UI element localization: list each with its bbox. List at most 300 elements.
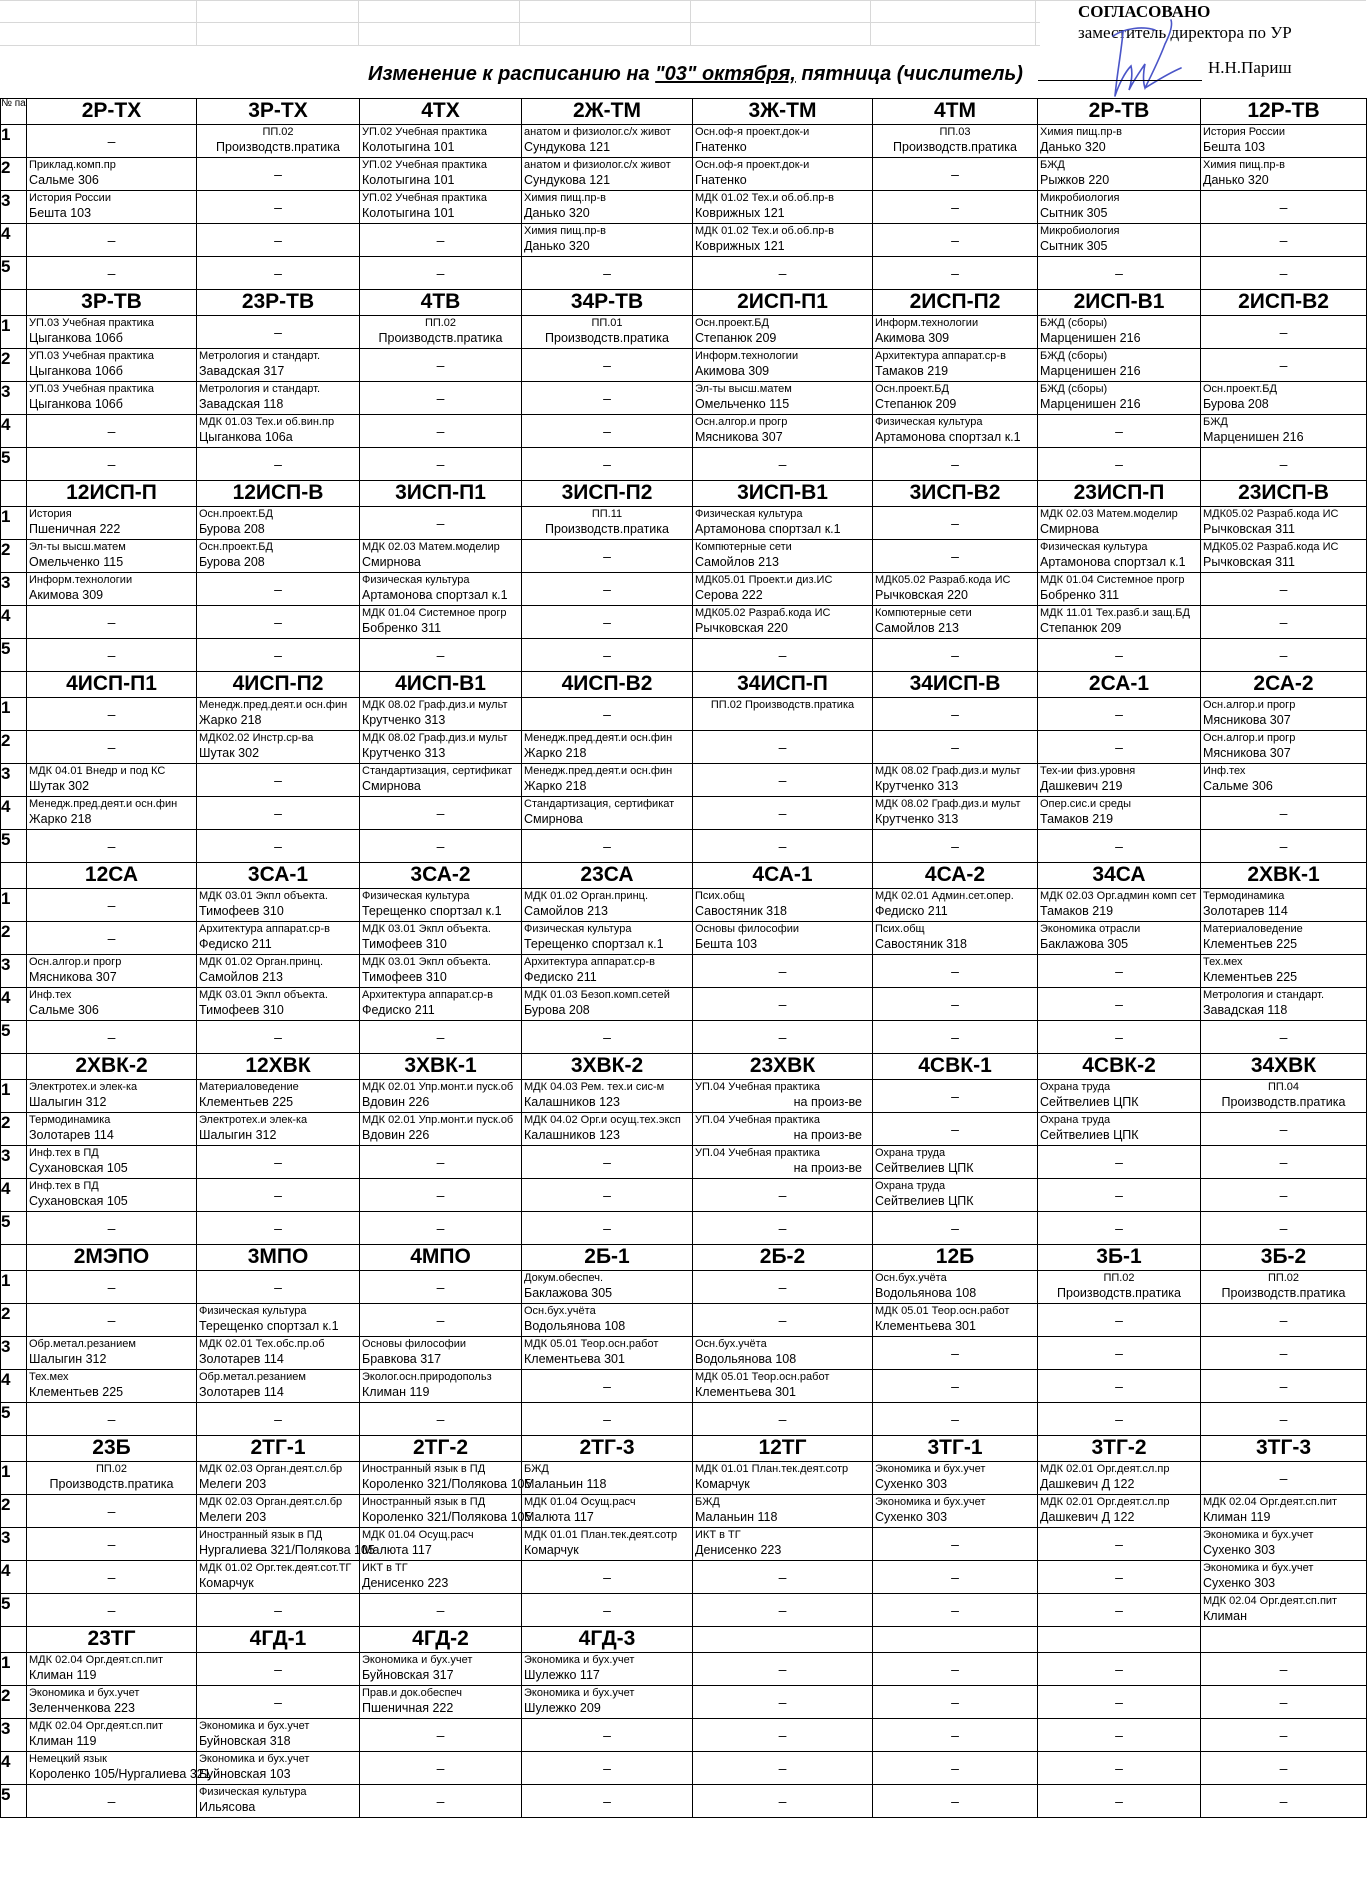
schedule-cell	[1201, 606, 1367, 639]
subject-name: Термодинамика	[29, 1114, 111, 1126]
teacher-room: Шулежко 117	[524, 1668, 600, 1682]
teacher-room: на произ-ве	[793, 1128, 862, 1142]
schedule-cell	[522, 606, 693, 639]
empty-dash: –	[778, 838, 787, 854]
schedule-cell	[873, 349, 1038, 382]
subject-name: УП.02 Учебная практика	[362, 159, 487, 171]
empty-dash: –	[603, 1220, 611, 1236]
group-name: 2СА-2	[1201, 672, 1367, 698]
subject-name: Обр.метал.резанием	[29, 1338, 136, 1350]
schedule-cell	[1038, 1561, 1201, 1594]
teacher-room: Пшеничная 222	[362, 1701, 454, 1715]
schedule-cell	[27, 1146, 197, 1179]
schedule-cell	[197, 382, 360, 415]
teacher-room: Сейтвелиев ЦПК	[875, 1161, 974, 1175]
schedule-cell	[1201, 639, 1367, 672]
schedule-cell	[693, 797, 873, 830]
empty-dash: –	[951, 647, 959, 663]
subject-name: Метрология и стандарт.	[1203, 989, 1324, 1001]
schedule-cell	[360, 1146, 522, 1179]
subject-name: ПП.02	[1103, 1272, 1135, 1284]
empty-dash: –	[778, 1279, 787, 1295]
schedule-cell	[1201, 698, 1367, 731]
schedule-cell	[27, 224, 197, 257]
schedule-cell	[197, 1594, 360, 1627]
schedule-cell	[1201, 1113, 1367, 1146]
schedule-cell	[1201, 830, 1367, 863]
schedule-cell	[27, 889, 197, 922]
schedule-cell	[360, 1462, 532, 1495]
schedule-cell	[873, 830, 1038, 863]
teacher-room: Комарчук	[199, 1576, 254, 1590]
empty-dash: –	[1115, 706, 1123, 722]
group-name: 3ИСП-В1	[693, 481, 873, 507]
schedule-cell	[1038, 889, 1201, 922]
schedule-cell	[27, 382, 197, 415]
empty-dash: –	[274, 772, 282, 788]
subject-name: Опер.сис.и среды	[1040, 798, 1132, 810]
subject-name: Химия пищ.пр-в	[524, 192, 606, 204]
empty-dash: –	[436, 265, 445, 281]
teacher-room: Производств.пратика	[893, 140, 1017, 154]
subject-name: Экономика и бух.учет	[524, 1687, 635, 1699]
subject-name: УП.03 Учебная практика	[29, 317, 154, 329]
subject-name: ПП.02	[95, 1463, 128, 1475]
subject-name: МДК 02.03 Орган.деят.сл.бр	[199, 1463, 343, 1475]
schedule-cell	[1038, 415, 1201, 448]
empty-dash: –	[1279, 581, 1288, 597]
subject-name: Осн.бух.учёта	[695, 1338, 767, 1350]
schedule-cell	[27, 1271, 197, 1304]
teacher-room: Сухановская 105	[29, 1161, 128, 1175]
page-title	[368, 63, 1023, 86]
empty-dash: –	[1279, 614, 1288, 630]
schedule-cell	[522, 1271, 693, 1304]
schedule-cell	[1038, 1212, 1201, 1245]
teacher-room: Калашников 123	[524, 1095, 620, 1109]
teacher-room: Данько 320	[524, 206, 590, 220]
group-header-row	[1, 290, 1367, 316]
empty-dash: –	[951, 996, 959, 1012]
group-name: 3ТГ-3	[1201, 1436, 1367, 1462]
lesson-number: 1	[1, 1271, 27, 1304]
schedule-cell	[27, 922, 197, 955]
schedule-cell	[873, 224, 1038, 257]
subject-name: МДК 02.04 Орг.деят.сп.пит	[1203, 1595, 1338, 1607]
schedule-cell	[522, 507, 693, 540]
schedule-cell	[27, 191, 197, 224]
schedule-cell	[197, 1021, 360, 1054]
teacher-room: Нургалиева 321/Полякова 105	[199, 1543, 375, 1557]
schedule-cell	[1038, 125, 1201, 158]
schedule-cell	[360, 1304, 522, 1337]
teacher-room: Клементьева 301	[695, 1385, 796, 1399]
teacher-room: Колотыгина 101	[362, 206, 455, 220]
lesson-row	[1, 1528, 1367, 1561]
subject-name: МДК 08.02 Граф.диз.и мульт	[362, 732, 508, 744]
empty-dash: –	[436, 1279, 445, 1295]
empty-dash: –	[436, 357, 445, 373]
subject-name: Микробиология	[1040, 192, 1120, 204]
teacher-room: Акимова 309	[875, 331, 950, 345]
subject-name: ПП.02 Производств.пратика	[710, 699, 855, 711]
teacher-room: Тамаков 219	[875, 364, 949, 378]
schedule-cell	[1201, 415, 1367, 448]
schedule-cell	[873, 955, 1038, 988]
subject-name: МДК 02.03 Матем.моделир	[362, 541, 500, 553]
lesson-number-header	[1, 1245, 27, 1271]
subject-name: Осн.бух.учёта	[524, 1305, 596, 1317]
teacher-room: Золотарев 114	[199, 1352, 284, 1366]
group-name: 3ИСП-П2	[522, 481, 693, 507]
lesson-row	[1, 1113, 1367, 1146]
schedule-cell	[873, 639, 1038, 672]
schedule-cell	[1201, 1495, 1367, 1528]
schedule-cell	[1038, 1021, 1201, 1054]
group-header-row	[1, 1436, 1367, 1462]
schedule-cell	[360, 1113, 522, 1146]
schedule-cell	[1201, 1179, 1367, 1212]
group-name: 4СВК-1	[873, 1054, 1038, 1080]
teacher-room: Производств.пратика	[378, 331, 503, 345]
lesson-row	[1, 191, 1367, 224]
schedule-cell	[873, 158, 1038, 191]
empty-dash: –	[1279, 1121, 1288, 1137]
schedule-cell	[522, 1686, 693, 1719]
empty-dash: –	[436, 1727, 445, 1743]
document-header	[0, 0, 1366, 98]
schedule-cell	[522, 191, 693, 224]
teacher-room: Сундукова 121	[524, 173, 611, 187]
lesson-row	[1, 1212, 1367, 1245]
schedule-cell	[27, 1686, 197, 1719]
schedule-cell	[360, 1653, 522, 1686]
empty-dash: –	[274, 1694, 282, 1710]
empty-dash: –	[603, 1029, 611, 1045]
schedule-cell	[693, 1561, 873, 1594]
lesson-row	[1, 1080, 1367, 1113]
schedule-cell	[1201, 448, 1367, 481]
empty-dash: –	[436, 515, 445, 531]
subject-name: Инф.тех	[29, 989, 72, 1001]
lesson-row	[1, 764, 1367, 797]
empty-dash: –	[274, 1187, 282, 1203]
empty-dash: –	[436, 1602, 445, 1618]
empty-dash: –	[107, 1503, 116, 1519]
schedule-cell	[693, 830, 873, 863]
subject-name: Основы философии	[695, 923, 799, 935]
subject-name: Осн.проект.БД	[199, 508, 273, 520]
empty-dash: –	[1115, 996, 1123, 1012]
group-name: 2Б-1	[522, 1245, 693, 1271]
lesson-row	[1, 349, 1367, 382]
schedule-cell	[693, 448, 873, 481]
teacher-room: Омельченко 115	[695, 397, 790, 411]
group-name	[873, 1627, 1038, 1653]
lesson-row	[1, 1719, 1367, 1752]
schedule-cell	[873, 382, 1038, 415]
teacher-room: Водольянова 108	[524, 1319, 626, 1333]
teacher-room: Шалыгин 312	[199, 1128, 277, 1142]
schedule-cell	[693, 1686, 873, 1719]
schedule-cell	[522, 224, 693, 257]
schedule-cell	[360, 1785, 522, 1818]
schedule-cell	[197, 1146, 360, 1179]
sheet-gridline	[0, 22, 1040, 23]
schedule-cell	[27, 1785, 197, 1818]
schedule-cell	[693, 639, 873, 672]
subject-name: Иностранный язык в ПД	[362, 1463, 486, 1475]
subject-name: МДК 01.02 Тех.и об.об.пр-в	[695, 225, 834, 237]
teacher-room: Короленко 105/Нургалиева 321	[29, 1767, 211, 1781]
subject-name: МДК 01.02 Тех.и об.об.пр-в	[695, 192, 834, 204]
subject-name: Информ.технологии	[695, 350, 799, 362]
schedule-cell	[197, 257, 360, 290]
teacher-room: Пшеничная 222	[29, 522, 121, 536]
empty-dash: –	[274, 1661, 282, 1677]
empty-dash: –	[951, 1536, 959, 1552]
schedule-cell	[522, 1304, 693, 1337]
empty-dash: –	[1115, 739, 1123, 755]
schedule-cell	[522, 1080, 693, 1113]
schedule-cell	[197, 606, 360, 639]
empty-dash: –	[951, 1411, 959, 1427]
schedule-cell	[522, 125, 693, 158]
schedule-cell	[360, 125, 522, 158]
teacher-room: Колотыгина 101	[362, 173, 455, 187]
schedule-cell	[873, 1653, 1038, 1686]
empty-dash: –	[107, 265, 116, 281]
lesson-number: 1	[1, 125, 27, 158]
group-header-row	[1, 481, 1367, 507]
empty-dash: –	[951, 1569, 959, 1585]
subject-name: Осн.бух.учёта	[875, 1272, 947, 1284]
schedule-cell	[522, 1179, 693, 1212]
schedule-cell	[1038, 1462, 1201, 1495]
empty-dash: –	[274, 199, 282, 215]
subject-name: Экономика и бух.учет	[1203, 1529, 1314, 1541]
subject-name: МДК 02.03 Орган.деят.сл.бр	[199, 1496, 343, 1508]
empty-dash: –	[107, 456, 116, 472]
empty-dash: –	[107, 930, 116, 946]
teacher-room: Золотарев 114	[199, 1385, 284, 1399]
empty-dash: –	[951, 1661, 959, 1677]
lesson-row	[1, 224, 1367, 257]
subject-name: Информ.технологии	[29, 574, 133, 586]
group-name: 4МПО	[360, 1245, 522, 1271]
empty-dash: –	[1279, 1727, 1288, 1743]
group-name: 3СА-1	[197, 863, 360, 889]
schedule-cell	[27, 507, 197, 540]
schedule-cell	[1201, 797, 1367, 830]
subject-name: ПП.01	[591, 317, 623, 329]
subject-name: МДК 05.01 Теор.осн.работ	[695, 1371, 830, 1383]
empty-dash: –	[274, 805, 282, 821]
teacher-room: Климан 119	[29, 1734, 97, 1748]
teacher-room: Данько 320	[524, 239, 590, 253]
subject-name: МДК 01.01 План.тек.деят.сотр	[524, 1529, 678, 1541]
empty-dash: –	[603, 265, 611, 281]
schedule-cell	[360, 316, 522, 349]
group-name: 34ИСП-В	[873, 672, 1038, 698]
empty-dash: –	[1279, 265, 1288, 281]
teacher-room: на произ-ве	[793, 1161, 862, 1175]
group-name: 3ХВК-1	[360, 1054, 522, 1080]
subject-name: Физическая культура	[199, 1305, 307, 1317]
subject-name: МДК05.01 Проект.и диз.ИС	[695, 574, 833, 586]
subject-name: Тех-ии физ.уровня	[1040, 765, 1136, 777]
schedule-cell	[360, 224, 522, 257]
schedule-cell	[873, 1179, 1038, 1212]
teacher-room: Буйновская 317	[362, 1668, 454, 1682]
schedule-cell	[522, 1146, 693, 1179]
teacher-room: Короленко 321/Полякова 105	[362, 1477, 532, 1491]
teacher-room: Мясникова 307	[29, 970, 117, 984]
empty-dash: –	[436, 456, 445, 472]
teacher-room: Производств.пратика	[216, 140, 340, 154]
schedule-cell	[873, 125, 1038, 158]
teacher-room: Шутак 302	[199, 746, 260, 760]
schedule-cell	[873, 1021, 1038, 1054]
schedule-cell	[1038, 639, 1201, 672]
schedule-cell	[522, 1719, 693, 1752]
schedule-cell	[27, 1113, 197, 1146]
handwritten-signature	[1085, 14, 1185, 102]
empty-dash: –	[603, 423, 611, 439]
schedule-cell	[1201, 191, 1367, 224]
teacher-room: Клементьев 225	[1203, 970, 1298, 984]
schedule-cell	[27, 1370, 197, 1403]
schedule-cell	[360, 448, 522, 481]
empty-dash: –	[274, 1154, 282, 1170]
lesson-number: 5	[1, 1785, 27, 1818]
subject-name: Компютерные сети	[695, 541, 792, 553]
lesson-number: 4	[1, 606, 27, 639]
schedule-cell	[873, 1561, 1038, 1594]
empty-dash: –	[778, 1569, 787, 1585]
schedule-cell	[522, 698, 693, 731]
schedule-cell	[693, 1212, 873, 1245]
lesson-row	[1, 1271, 1367, 1304]
teacher-room: Сейтвелиев ЦПК	[875, 1194, 974, 1208]
schedule-cell	[1201, 382, 1367, 415]
lesson-row	[1, 955, 1367, 988]
empty-dash: –	[951, 166, 959, 182]
empty-dash: –	[951, 265, 959, 281]
group-name: 12ИСП-П	[27, 481, 197, 507]
schedule-cell	[522, 1113, 693, 1146]
empty-dash: –	[603, 1411, 611, 1427]
schedule-cell	[1201, 540, 1367, 573]
empty-dash: –	[603, 1727, 611, 1743]
empty-dash: –	[951, 1121, 959, 1137]
schedule-cell	[27, 1337, 197, 1370]
schedule-cell	[522, 955, 693, 988]
schedule-cell	[197, 1212, 360, 1245]
subject-name: Физическая культура	[695, 508, 803, 520]
subject-name: МДК 02.01 Упр.монт.и пуск.об	[362, 1114, 514, 1126]
schedule-cell	[197, 1337, 360, 1370]
subject-name: Материаловедение	[1203, 923, 1303, 935]
schedule-cell	[522, 1752, 693, 1785]
empty-dash: –	[1279, 357, 1288, 373]
schedule-cell	[693, 1370, 873, 1403]
teacher-room: Данько 320	[1040, 140, 1106, 154]
schedule-cell	[360, 573, 522, 606]
schedule-cell	[197, 922, 360, 955]
lesson-number: 5	[1, 1403, 27, 1436]
group-name: 23Р-ТВ	[197, 290, 360, 316]
schedule-cell	[360, 698, 522, 731]
schedule-cell	[1038, 191, 1201, 224]
empty-dash: –	[436, 1793, 445, 1809]
schedule-cell	[360, 349, 522, 382]
group-header-row	[1, 99, 1367, 125]
schedule-cell	[197, 1719, 360, 1752]
empty-dash: –	[274, 324, 282, 340]
subject-name: Осн.проект.БД	[1203, 383, 1277, 395]
empty-dash: –	[1279, 1345, 1288, 1361]
group-name: 2Р-ТХ	[27, 99, 197, 125]
empty-dash: –	[1115, 1187, 1123, 1203]
schedule-cell	[197, 573, 360, 606]
lesson-number-header	[1, 1627, 27, 1653]
empty-dash: –	[274, 1279, 282, 1295]
schedule-cell	[1201, 1304, 1367, 1337]
approval-stamp-title: СОГЛАСОВАНО	[1078, 2, 1211, 21]
teacher-room: Бурова 208	[199, 522, 265, 536]
schedule-cell	[693, 988, 873, 1021]
subject-name: МДК02.02 Инстр.ср-ва	[199, 732, 314, 744]
schedule-cell	[873, 1080, 1038, 1113]
subject-name: МДК 02.01 Тех.обс.пр.об	[199, 1338, 325, 1350]
schedule-cell	[522, 889, 693, 922]
schedule-cell	[360, 731, 522, 764]
group-name: 4ТХ	[360, 99, 522, 125]
schedule-cell	[693, 224, 873, 257]
schedule-cell	[1201, 922, 1367, 955]
empty-dash: –	[603, 456, 611, 472]
schedule-cell	[1038, 731, 1201, 764]
schedule-cell	[197, 889, 360, 922]
empty-dash: –	[778, 1760, 787, 1776]
group-name: 23ИСП-П	[1038, 481, 1201, 507]
group-name: 4ГД-1	[197, 1627, 360, 1653]
group-name: 2ТГ-2	[360, 1436, 522, 1462]
group-header-row	[1, 1245, 1367, 1271]
teacher-room: Производств.пратика	[545, 331, 669, 345]
lesson-number: 3	[1, 573, 27, 606]
subject-name: Охрана труда	[1040, 1114, 1111, 1126]
lesson-number: 2	[1, 1113, 27, 1146]
schedule-cell	[1201, 1146, 1367, 1179]
subject-name: Менедж.пред.деят.и осн.фин	[524, 732, 673, 744]
schedule-cell	[1201, 257, 1367, 290]
teacher-room: Сальме 306	[29, 173, 99, 187]
group-name: 4СВК-2	[1038, 1054, 1201, 1080]
schedule-cell	[522, 1370, 693, 1403]
teacher-room: Малюта 117	[362, 1543, 432, 1557]
schedule-cell	[360, 1271, 522, 1304]
subject-name: Основы философии	[362, 1338, 466, 1350]
schedule-cell	[873, 1528, 1038, 1561]
teacher-room: Сытник 305	[1040, 206, 1108, 220]
schedule-cell	[27, 606, 197, 639]
subject-name: Метрология и стандарт.	[199, 383, 320, 395]
teacher-room: Самойлов 213	[199, 970, 284, 984]
empty-dash: –	[1115, 1793, 1123, 1809]
teacher-room: Клементьев 225	[1203, 937, 1298, 951]
